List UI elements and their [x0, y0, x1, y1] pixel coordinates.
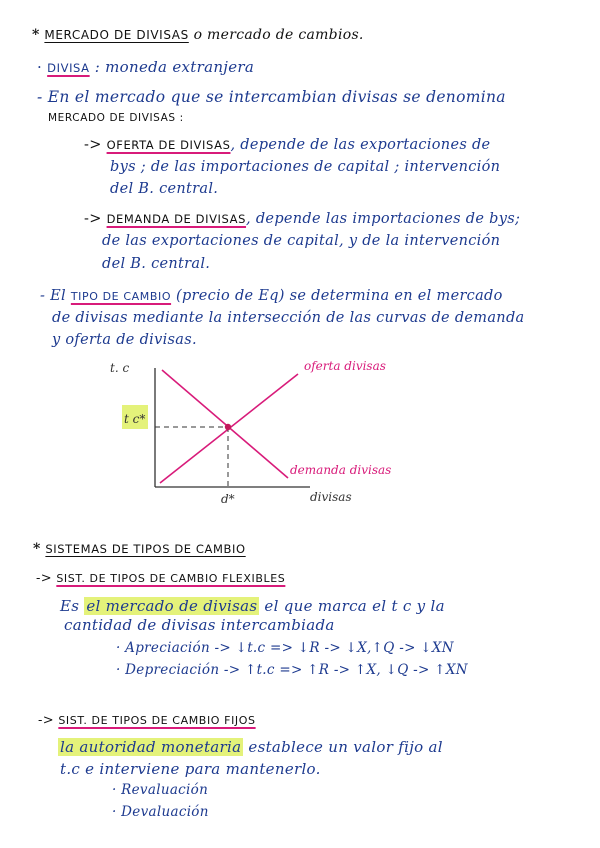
supply-label: oferta divisas	[304, 359, 386, 373]
eq-quantity-label: d*	[221, 492, 235, 506]
mercado-intro-line1: - En el mercado que se intercambian divisas se denomina	[37, 88, 506, 106]
demand-label: demanda divisas	[290, 463, 392, 477]
tipo-cambio-term: TIPO DE CAMBIO	[70, 290, 172, 303]
y-axis-label: t. c	[110, 361, 130, 375]
section-sistemas	[33, 541, 246, 557]
tipo-cambio-line1	[40, 288, 503, 304]
fijos-header	[38, 713, 256, 728]
fijos-highlight: la autoridad monetaria	[60, 738, 242, 756]
revaluacion-item: · Revaluación	[112, 782, 209, 798]
arrow: ->	[84, 211, 102, 227]
divisa-definition: · DIVISA : moneda extranjera	[37, 58, 255, 76]
demanda-line1	[84, 211, 520, 227]
tipo-cambio-pre: - El	[40, 288, 66, 304]
x-axis-label: divisas	[310, 490, 352, 504]
fijos-title: SIST. DE TIPOS DE CAMBIO FIJOS	[58, 714, 256, 727]
fijos-line2: t.c e interviene para mantenerlo.	[60, 760, 321, 778]
bullet-asterisk: *	[33, 541, 41, 557]
equilibrium-point	[225, 424, 231, 430]
oferta-rest: , depende de las exportaciones de	[230, 137, 491, 153]
eq-price-label: t c*	[124, 412, 146, 426]
section-title: SISTEMAS DE TIPOS DE CAMBIO	[45, 542, 246, 556]
flexibles-title: SIST. DE TIPOS DE CAMBIO FLEXIBLES	[56, 572, 286, 585]
flexibles-rest: el que marca el t c y la	[264, 597, 445, 615]
oferta-line2: bys ; de las importaciones de capital ; intervención	[110, 159, 501, 175]
divisa-meaning: : moneda extranjera	[94, 58, 255, 76]
fijos-line1	[58, 738, 443, 756]
flexibles-header	[36, 571, 285, 586]
tipo-cambio-rest: (precio de Eq) se determina en el mercado	[176, 288, 503, 304]
arrow: ->	[38, 713, 54, 728]
flexibles-highlight: el mercado de divisas	[86, 597, 258, 615]
arrow: ->	[84, 137, 102, 153]
divisa-term: DIVISA	[47, 61, 90, 75]
demanda-term: DEMANDA DE DIVISAS	[106, 212, 247, 226]
section-subtitle: o mercado de cambios.	[193, 27, 364, 43]
flexibles-line2: cantidad de divisas intercambiada	[64, 616, 335, 634]
demanda-rest: , depende las importaciones de bys;	[246, 211, 521, 227]
oferta-line1	[84, 137, 490, 153]
demanda-line2: de las exportaciones de capital, y de la intervención	[102, 233, 501, 249]
flexibles-line1	[60, 597, 445, 615]
demanda-line3: del B. central.	[102, 256, 211, 272]
fijos-rest: establece un valor fijo al	[248, 738, 443, 756]
depreciacion-line: · Depreciación -> ↑t.c => ↑R -> ↑X, ↓Q -> ↑XN	[116, 662, 468, 678]
mercado-intro-line2: MERCADO DE DIVISAS :	[48, 112, 184, 124]
bullet-asterisk: *	[32, 27, 40, 43]
devaluacion-item: · Devaluación	[112, 804, 209, 820]
section-mercado-divisas	[32, 27, 364, 43]
tipo-cambio-line2: de divisas mediante la intersección de las curvas de demanda	[52, 310, 525, 326]
apreciacion-line: · Apreciación -> ↓t.c => ↓R -> ↓X,↑Q -> ↓XN	[116, 640, 454, 656]
arrow: ->	[36, 571, 52, 586]
tipo-cambio-line3: y oferta de divisas.	[52, 332, 197, 348]
supply-demand-graph	[100, 350, 430, 510]
oferta-term: OFERTA DE DIVISAS	[106, 138, 231, 152]
demand-curve	[162, 370, 288, 478]
oferta-line3: del B. central.	[110, 181, 219, 197]
section-title: MERCADO DE DIVISAS	[44, 28, 189, 42]
flexibles-pre: Es	[60, 597, 80, 615]
